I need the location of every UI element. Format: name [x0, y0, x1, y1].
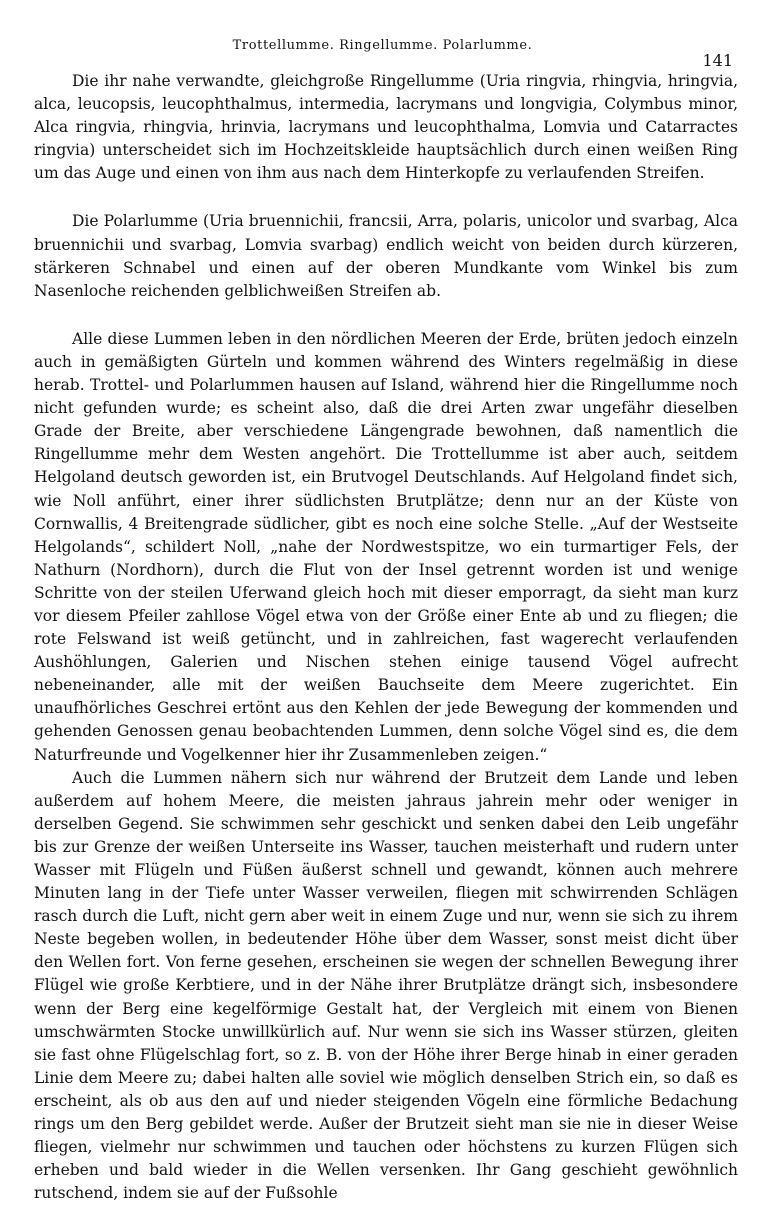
page-number: 141 — [702, 51, 733, 70]
paragraph-polarlumme: Die Polarlumme (Uria bruennichii, francsii, Arra, polaris, unicolor und svarbag, Alca bruennichii und svarbag, Lomvia svarbag) endlich weicht von beiden durch kürzeren, stärkeren Schnabel und einen auf der oberen Mundkante vom Winkel bis zum Nasenloche reichenden gelblichweißen Streifen ab. — [34, 212, 738, 300]
paragraph-distribution: Alle diese Lummen leben in den nördlichen Meeren der Erde, brüten jedoch einzeln auch in gemäßigten Gürteln und kommen während des Winters regelmäßig in diese herab. Trottel- und Polarlummen hausen auf Island, während hier die Ringellumme noch nicht gefunden wurde; es scheint also, daß die drei Arten zwar ungefähr dieselben Grade der Breite, aber verschiedene Längengrade bewohnen, daß namentlich die Ringellumme mehr dem Westen angehört. Die Trottellumme ist aber auch, seitdem Helgoland deutsch geworden ist, ein Brutvogel Deutschlands. Auf Helgoland findet sich, wie Noll anführt, einer ihrer südlichsten Brutplätze; denn nur an der Küste von Cornwallis, 4 Breitengrade südlicher, gibt es noch eine solche Stelle. „Auf der Westseite Helgolands“, schildert Noll, „nahe der Nordwestspitze, wo ein turmartiger Fels, der Nathurn (Nordhorn), durch die Flut von der Insel getrennt worden ist und wenige Schritte von der steilen Uferwand gleich hoch mit dieser emporragt, da sieht man kurz vor diesem Pfeiler zahllose Vögel etwa von der Größe einer Ente ab und zu fliegen; die rote Felswand ist weiß getüncht, und in zahlreichen, fast wagerecht verlaufenden Aushöhlungen, Galerien und Nischen stehen einige tausend Vögel aufrecht nebeneinander, alle mit der weißen Bauchseite dem Meere zugerichtet. Ein unaufhörliches Geschrei ertönt aus den Kehlen der jede Bewegung der kommenden und gehenden Genossen genau beobachtenden Lummen, denn solche Vögel sind es, die dem Naturfreunde und Vogelkenner hier ihr Zusammenleben zeigen.“ — [34, 329, 738, 764]
running-head: Trottellumme. Ringellumme. Polarlumme. — [232, 38, 533, 53]
paragraph-ringellumme: Die ihr nahe verwandte, gleichgroße Ringellumme (Uria ringvia, rhingvia, hringvia, alca, leucopsis, leucophthalmus, intermedia, lacrymans und longvigia, Colymbus minor, Alca ringvia, rhingvia, hrinvia, lacrymans und leucophthalma, Lomvia und Catarractes ringvia) unterscheidet sich im Hochzeitskleide hauptsächlich durch einen weißen Ring um das Auge und einen von ihm aus nach dem Hinterkopfe zu verlaufenden Streifen. — [34, 72, 738, 183]
paragraph-behaviour: Auch die Lummen nähern sich nur während der Brutzeit dem Lande und leben außerdem auf hohem Meere, die meisten jahraus jahrein mehr oder weniger in derselben Gegend. Sie schwimmen sehr geschickt und senken dabei den Leib ungefähr bis zur Grenze der weißen Unterseite ins Wasser, tauchen meisterhaft und rudern unter Wasser mit Flügeln und Füßen äußerst schnell und gewandt, können auch mehrere Minuten lang in der Tiefe unter Wasser verweilen, fliegen mit schwirrenden Schlägen rasch durch die Luft, nicht gern aber weit in einem Zuge und nur, wenn sie sich zu ihrem Neste begeben wollen, in bedeutender Höhe über dem Wasser, sonst meist dicht über den Wellen fort. Von ferne gesehen, erscheinen sie wegen der schnellen Bewegung ihrer Flügel wie große Kerbtiere, und in der Nähe ihrer Brutplätze drängt sich, insbesondere wenn der Berg eine kegelförmige Gestalt hat, der Vergleich mit einem von Bienen umschwärmten Stocke unwillkürlich auf. Nur wenn sie sich ins Wasser stürzen, gleiten sie fast ohne Flügelschlag fort, so z. B. von der Höhe ihrer Berge hinab in einer geraden Linie dem Meere zu; dabei halten alle soviel wie möglich denselben Strich ein, so daß es erscheint, als ob aus den auf und nieder steigenden Vögeln eine förmliche Bedachung rings um den Berg gebildet werde. Außer der Brutzeit sieht man sie nie in dieser Weise fliegen, vielmehr nur schwimmen und tauchen oder höchstens zu kurzen Flügen sich erheben und bald wieder in die Wellen versenken. Ihr Gang geschieht gewöhnlich rutschend, indem sie auf der Fußsohle — [34, 768, 738, 1203]
body-text — [34, 70, 738, 1205]
